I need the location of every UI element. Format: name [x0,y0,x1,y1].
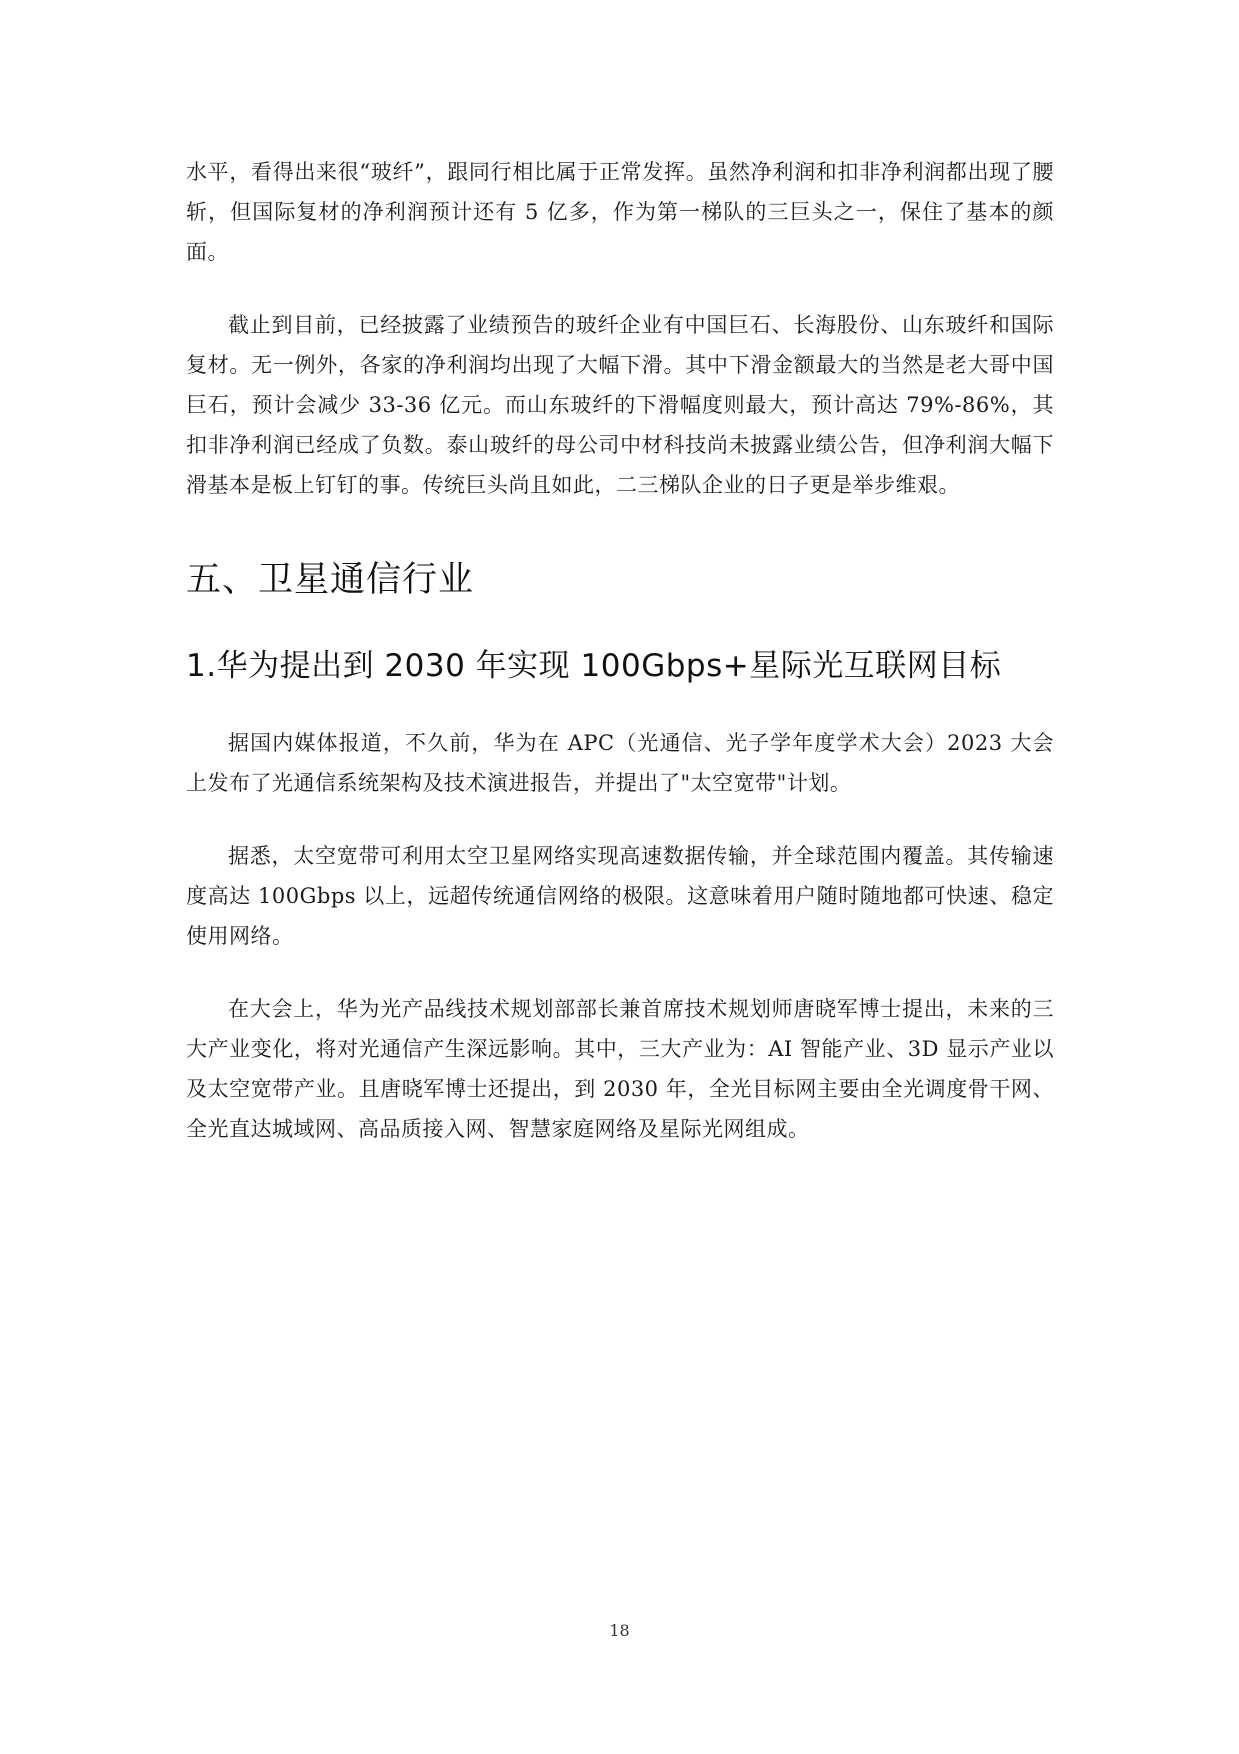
document-content [186,152,1054,1149]
paragraph-intro-1: 水平，看得出来很“玻纤”，跟同行相比属于正常发挥。虽然净利润和扣非净利润都出现了腰斩，但国际复材的净利润预计还有 5 亿多，作为第一梯队的三巨头之一，保住了基本的颜面。 [186,160,1054,264]
page-number: 18 [609,1621,630,1640]
subsection-heading: 1.华为提出到 2030 年实现 100Gbps+星际光互联网目标 [186,648,1002,684]
paragraph-body-2: 据悉，太空宽带可利用太空卫星网络实现高速数据传输，并全球范围内覆盖。其传输速度高达 100Gbps 以上，远超传统通信网络的极限。这意味着用户随时随地都可快速、稳定使用网络。 [186,844,1054,948]
paragraph-intro-2: 截止到目前，已经披露了业绩预告的玻纤企业有中国巨石、长海股份、山东玻纤和国际复材。无一例外，各家的净利润均出现了大幅下滑。其中下滑金额最大的当然是老大哥中国巨石，预计会减少 33-36 亿元。而山东玻纤的下滑幅度则最大，预计高达 79%-86%，其扣非净利润已经成了负数。泰山玻纤的母公司中材科技尚未披露业绩公告，但净利润大幅下滑基本是板上钉钉的事。传统巨头尚且如此，二三梯队企业的日子更是举步维艰。 [186,313,1054,497]
section-heading: 五、卫星通信行业 [186,560,475,600]
paragraph-body-3: 在大会上，华为光产品线技术规划部部长兼首席技术规划师唐晓军博士提出，未来的三大产业变化，将对光通信产生深远影响。其中，三大产业为：AI 智能产业、3D 显示产业以及太空宽带产业。且唐晓军博士还提出，到 2030 年，全光目标网主要由全光调度骨干网、全光直达城域网、高品质接入网、智慧家庭网络及星际光网组成。 [186,997,1054,1141]
paragraph-body-1: 据国内媒体报道，不久前，华为在 APC（光通信、光子学年度学术大会）2023 大会上发布了光通信系统架构及技术演进报告，并提出了"太空宽带"计划。 [186,731,1054,795]
